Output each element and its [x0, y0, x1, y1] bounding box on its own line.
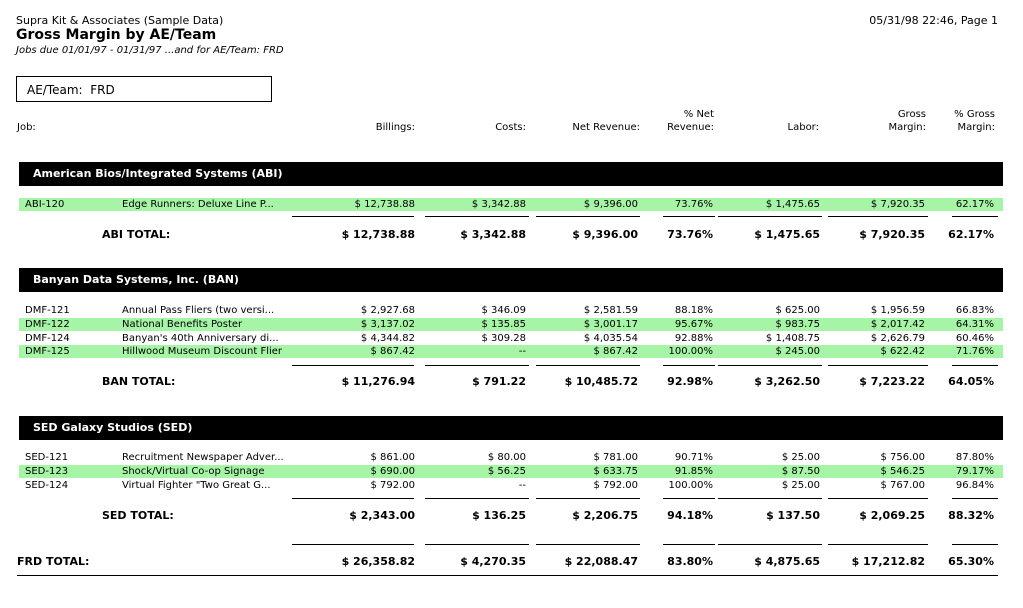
group-header-sed: SED Galaxy Studios (SED): [19, 416, 1003, 440]
pct-gross-margin: 66.83%: [955, 305, 994, 316]
billings: $ 26,358.82: [341, 555, 415, 568]
group-total-row: [19, 509, 1003, 522]
billings: $ 4,344.82: [360, 333, 415, 344]
labor: $ 25.00: [781, 452, 820, 463]
underline: [425, 544, 529, 545]
table-row: [19, 465, 1003, 478]
total-label: SED TOTAL:: [102, 509, 174, 522]
costs: --: [518, 480, 526, 491]
gross-margin: $ 1,956.59: [870, 305, 925, 316]
pct-gross-margin: 88.32%: [948, 509, 994, 522]
date-page: 05/31/98 22:46, Page 1: [869, 14, 998, 27]
header-costs: Costs:: [495, 122, 526, 133]
table-row: [19, 304, 1003, 317]
underline: [536, 216, 640, 217]
costs: $ 3,342.88: [471, 199, 526, 210]
table-row: [19, 345, 1003, 358]
net-revenue: $ 4,035.54: [583, 333, 638, 344]
net-revenue: $ 2,206.75: [572, 509, 638, 522]
net-revenue: $ 22,088.47: [564, 555, 638, 568]
labor: $ 1,475.65: [754, 228, 820, 241]
job-id: SED-124: [25, 480, 69, 491]
labor: $ 4,875.65: [754, 555, 820, 568]
header-pct-gross-margin: [954, 108, 995, 134]
header-labor: Labor:: [787, 122, 819, 133]
job-id: DMF-124: [25, 333, 70, 344]
report-subtitle: Jobs due 01/01/97 - 01/31/97 ...and for AE/Team: FRD: [16, 45, 284, 56]
net-revenue: $ 633.75: [593, 466, 638, 477]
costs: --: [518, 346, 526, 357]
grand-total-row: [17, 555, 1001, 568]
table-row: [19, 451, 1003, 464]
pct-gross-margin: 87.80%: [955, 452, 994, 463]
group-total-row: [19, 375, 1003, 388]
labor: $ 245.00: [775, 346, 820, 357]
labor: $ 25.00: [781, 480, 820, 491]
pct-net-revenue: 73.76%: [674, 199, 713, 210]
billings: $ 792.00: [370, 480, 415, 491]
header-pct-net-revenue-line2: Revenue:: [667, 122, 714, 133]
labor: $ 625.00: [775, 305, 820, 316]
costs: $ 80.00: [487, 452, 526, 463]
pct-net-revenue: 100.00%: [668, 480, 713, 491]
job-desc: Virtual Fighter "Two Great G...: [122, 480, 271, 491]
gross-margin: $ 2,069.25: [859, 509, 925, 522]
costs: $ 791.22: [472, 375, 526, 388]
gross-margin: $ 546.25: [880, 466, 925, 477]
gross-margin: $ 2,017.42: [870, 319, 925, 330]
labor: $ 983.75: [775, 319, 820, 330]
billings: $ 12,738.88: [341, 228, 415, 241]
pct-net-revenue: 91.85%: [674, 466, 713, 477]
costs: $ 3,342.88: [460, 228, 526, 241]
job-desc: Annual Pass Fliers (two versi...: [122, 305, 275, 316]
net-revenue: $ 867.42: [593, 346, 638, 357]
underline: [952, 365, 998, 366]
header-gross-margin: [888, 108, 926, 134]
underline: [536, 544, 640, 545]
job-desc: National Benefits Poster: [122, 319, 243, 330]
costs: $ 309.28: [481, 333, 526, 344]
job-id: SED-123: [25, 466, 69, 477]
gross-margin: $ 622.42: [880, 346, 925, 357]
billings: $ 3,137.02: [360, 319, 415, 330]
header-billings: Billings:: [375, 122, 415, 133]
header-pct-net-revenue-line1: % Net: [683, 109, 714, 120]
net-revenue: $ 781.00: [593, 452, 638, 463]
pct-gross-margin: 62.17%: [955, 199, 994, 210]
company-name: Supra Kit & Associates (Sample Data): [16, 14, 224, 27]
net-revenue: $ 9,396.00: [572, 228, 638, 241]
underline: [292, 498, 414, 499]
total-label: ABI TOTAL:: [102, 228, 171, 241]
header-gross-margin-line2: Margin:: [888, 122, 926, 133]
costs: $ 135.85: [481, 319, 526, 330]
net-revenue: $ 2,581.59: [583, 305, 638, 316]
header-pct-net-revenue: [667, 108, 714, 134]
header-pct-gross-margin-line1: % Gross: [954, 109, 995, 120]
gross-margin: $ 7,920.35: [859, 228, 925, 241]
gross-margin: $ 7,920.35: [870, 199, 925, 210]
pct-gross-margin: 96.84%: [955, 480, 994, 491]
job-id: ABI-120: [25, 199, 65, 210]
gross-margin: $ 2,626.79: [870, 333, 925, 344]
ae-team-label: AE/Team:: [27, 83, 83, 97]
total-label: BAN TOTAL:: [102, 375, 176, 388]
costs: $ 136.25: [472, 509, 526, 522]
net-revenue: $ 10,485.72: [564, 375, 638, 388]
net-revenue: $ 792.00: [593, 480, 638, 491]
pct-net-revenue: 95.67%: [674, 319, 713, 330]
costs: $ 346.09: [481, 305, 526, 316]
ae-team-box: [16, 76, 272, 102]
underline: [952, 544, 998, 545]
job-desc: Recruitment Newspaper Adver...: [122, 452, 284, 463]
underline: [663, 365, 715, 366]
header-gross-margin-line1: Gross: [897, 109, 926, 120]
gross-margin: $ 756.00: [880, 452, 925, 463]
underline: [718, 544, 822, 545]
pct-gross-margin: 71.76%: [955, 346, 994, 357]
underline: [828, 498, 928, 499]
underline: [425, 365, 529, 366]
billings: $ 861.00: [370, 452, 415, 463]
underline: [718, 216, 822, 217]
group-header-abi: American Bios/Integrated Systems (ABI): [19, 162, 1003, 186]
billings: $ 867.42: [370, 346, 415, 357]
gross-margin: $ 17,212.82: [851, 555, 925, 568]
table-row: [19, 479, 1003, 492]
job-id: DMF-125: [25, 346, 70, 357]
underline: [663, 544, 715, 545]
header-job: Job:: [17, 122, 36, 133]
underline: [292, 216, 414, 217]
pct-net-revenue: 92.88%: [674, 333, 713, 344]
job-desc: Banyan's 40th Anniversary di...: [122, 333, 279, 344]
billings: $ 2,343.00: [349, 509, 415, 522]
group-header-ban: Banyan Data Systems, Inc. (BAN): [19, 268, 1003, 292]
underline: [718, 365, 822, 366]
underline: [292, 365, 414, 366]
gross-margin: $ 7,223.22: [859, 375, 925, 388]
job-id: DMF-122: [25, 319, 70, 330]
billings: $ 12,738.88: [354, 199, 415, 210]
ae-team-value: FRD: [90, 83, 115, 97]
underline: [536, 365, 640, 366]
table-row: [19, 198, 1003, 211]
pct-net-revenue: 92.98%: [667, 375, 713, 388]
pct-gross-margin: 60.46%: [955, 333, 994, 344]
underline: [425, 498, 529, 499]
underline: [828, 544, 928, 545]
job-desc: Hillwood Museum Discount Flier: [122, 346, 283, 357]
underline: [292, 544, 414, 545]
pct-net-revenue: 94.18%: [667, 509, 713, 522]
pct-gross-margin: 65.30%: [948, 555, 994, 568]
labor: $ 3,262.50: [754, 375, 820, 388]
underline: [663, 498, 715, 499]
header-net-revenue: Net Revenue:: [572, 122, 640, 133]
net-revenue: $ 9,396.00: [583, 199, 638, 210]
pct-net-revenue: 90.71%: [674, 452, 713, 463]
labor: $ 137.50: [766, 509, 820, 522]
table-row: [19, 332, 1003, 345]
job-desc: Edge Runners: Deluxe Line P...: [122, 199, 274, 210]
underline: [718, 498, 822, 499]
group-total-row: [19, 228, 1003, 241]
report-title: Gross Margin by AE/Team: [16, 27, 217, 43]
job-id: SED-121: [25, 452, 69, 463]
underline: [663, 216, 715, 217]
bottom-rule: [17, 575, 998, 576]
job-id: DMF-121: [25, 305, 70, 316]
underline: [952, 498, 998, 499]
underline: [952, 216, 998, 217]
pct-net-revenue: 88.18%: [674, 305, 713, 316]
pct-net-revenue: 100.00%: [668, 346, 713, 357]
pct-gross-margin: 62.17%: [948, 228, 994, 241]
gross-margin: $ 767.00: [880, 480, 925, 491]
header-pct-gross-margin-line2: Margin:: [957, 122, 995, 133]
costs: $ 4,270.35: [460, 555, 526, 568]
underline: [828, 216, 928, 217]
pct-gross-margin: 79.17%: [955, 466, 994, 477]
underline: [425, 216, 529, 217]
billings: $ 2,927.68: [360, 305, 415, 316]
pct-net-revenue: 73.76%: [667, 228, 713, 241]
billings: $ 690.00: [370, 466, 415, 477]
pct-gross-margin: 64.31%: [955, 319, 994, 330]
net-revenue: $ 3,001.17: [583, 319, 638, 330]
pct-gross-margin: 64.05%: [948, 375, 994, 388]
underline: [536, 498, 640, 499]
labor: $ 1,475.65: [765, 199, 820, 210]
underline: [828, 365, 928, 366]
labor: $ 87.50: [781, 466, 820, 477]
labor: $ 1,408.75: [765, 333, 820, 344]
grand-total-label: FRD TOTAL:: [17, 555, 90, 568]
costs: $ 56.25: [487, 466, 526, 477]
table-row: [19, 318, 1003, 331]
job-desc: Shock/Virtual Co-op Signage: [122, 466, 265, 477]
pct-net-revenue: 83.80%: [667, 555, 713, 568]
billings: $ 11,276.94: [341, 375, 415, 388]
